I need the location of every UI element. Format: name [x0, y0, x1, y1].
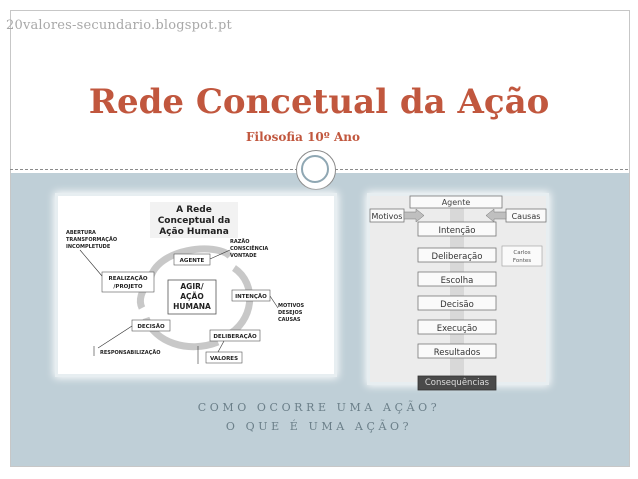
watermark-text: 20valores-secundario.blogspot.pt	[6, 18, 232, 33]
diagram-title-line3: Ação Humana	[159, 227, 229, 237]
cycle-arrow-right	[226, 268, 250, 336]
connector-line	[270, 296, 278, 308]
intencao-label: Intenção	[438, 226, 476, 236]
decisao-label: Decisão	[440, 300, 474, 310]
connector-line	[80, 250, 102, 276]
flowchart-image	[370, 196, 546, 388]
agente-label: AGENTE	[179, 258, 205, 264]
razao-line3: VONTADE	[230, 253, 257, 259]
responsabilizacao-label: RESPONSABILIZAÇÃO	[100, 350, 161, 356]
motivos-line2: DESEJOS	[278, 310, 303, 316]
author-line2: Fontes	[512, 258, 532, 264]
abertura-line1: ABERTURA	[66, 230, 96, 236]
escolha-label: Escolha	[440, 276, 474, 286]
motivos-label: Motivos	[371, 212, 403, 221]
abertura-line3: INCOMPLETUDE	[66, 244, 111, 250]
slide-title: Rede Concetual da Ação	[88, 82, 550, 122]
consequencias-label: Consequências	[424, 378, 490, 388]
action-flowchart	[370, 196, 546, 388]
center-line3: HUMANA	[173, 302, 211, 311]
center-line1: AGIR/	[180, 282, 204, 291]
slide-subtitle: Filosofia 10º Ano	[246, 130, 360, 144]
realizacao-line2: /PROJETO	[113, 284, 143, 290]
motivos-line1: MOTIVOS	[278, 303, 305, 309]
decisao-label: DECISÃO	[137, 324, 165, 330]
center-line2: AÇÃO	[180, 292, 204, 301]
divider-circle-inner	[301, 155, 329, 183]
motivos-line3: CAUSAS	[278, 317, 301, 323]
razao-line1: RAZÃO	[230, 239, 250, 245]
realizacao-line1: REALIZAÇÃO	[108, 276, 148, 282]
razao-line2: CONSCIÊNCIA	[230, 246, 269, 252]
concept-network-diagram	[58, 196, 334, 374]
intencao-label: INTENÇÃO	[235, 294, 267, 300]
causas-label: Causas	[511, 212, 541, 221]
question-how: COMO OCORRE UMA AÇÃO?	[197, 401, 441, 414]
question-what: O QUE É UMA AÇÃO?	[225, 420, 413, 433]
connector-line	[98, 326, 132, 348]
diagram-title-line2: Conceptual da	[157, 216, 231, 226]
diagram-title-line1: A Rede	[176, 205, 212, 215]
agente-label: Agente	[441, 198, 471, 207]
execucao-label: Execução	[436, 324, 478, 334]
concept-network-image	[58, 196, 334, 374]
resultados-label: Resultados	[433, 348, 481, 358]
deliberacao-label: DELIBERAÇÃO	[213, 334, 257, 340]
author-line1: Carlos	[513, 250, 531, 256]
abertura-line2: TRANSFORMAÇÃO	[66, 237, 118, 243]
valores-label: VALORES	[209, 356, 239, 362]
deliberacao-label: Deliberação	[431, 252, 483, 262]
connector-line	[218, 341, 224, 352]
